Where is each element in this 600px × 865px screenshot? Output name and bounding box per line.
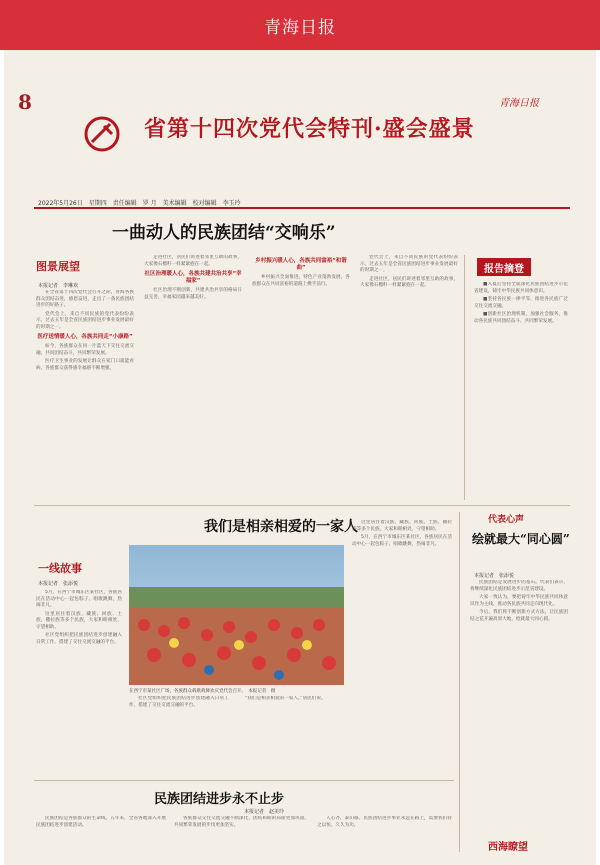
article3-para: 人心齐，泰山移。民族团结进步事业永远在路上，需要我们持之以恒、久久为功。: [317, 816, 452, 828]
article1-col1: [36, 290, 134, 500]
report-box-para: ■入夏后坚持全面深化民族团结进步示范省建设，铸牢中华民族共同体意识。: [474, 282, 568, 294]
section-divider: [34, 505, 570, 506]
article1-col4: [360, 255, 458, 495]
side-article-body: [470, 580, 568, 830]
article2-byline: 本报记者 张添悦: [38, 581, 79, 587]
side-article-para: 大家一致认为，要把铸牢中华民族共同体意识作为主线，推动各民族共同走向现代化。: [470, 595, 568, 607]
masthead: [34, 98, 574, 172]
article1-headline[interactable]: 一曲动人的民族团结“交响乐”: [112, 223, 336, 243]
article1-para: 党代会上，来自不同民族的党代表纷纷表示，过去五年是全省民族团结进步事业发展最好的时期之一。: [360, 255, 458, 273]
app-title: 青海日报: [264, 17, 336, 38]
article3-para: 民族团结是各族群众的生命线。五年来，全省各地深入开展民族团结进步创建活动。: [36, 816, 166, 828]
column-divider: [464, 255, 465, 500]
column-divider: [459, 512, 460, 852]
article1-subhead: 社区治理暖人心，各族共建共治共享“幸福家”: [144, 271, 242, 284]
article1-para: 乡村振兴全面推进，特色产业蓬勃发展，各族群众在共同富裕的道路上携手前行。: [252, 275, 350, 287]
party-emblem-icon: [82, 114, 122, 154]
page-number: 8: [18, 90, 32, 114]
article2-headline[interactable]: 我们是相亲相爱的一家人: [204, 519, 358, 535]
section-divider: [34, 780, 454, 781]
article2-col1: [36, 590, 122, 780]
article3-col2: [174, 816, 309, 861]
article1-section-tag: 图景展望: [36, 260, 80, 273]
article2-para: 这里居住着汉族、藏族、回族、土族、撒拉族等多个民族，大家和睦相处，守望相助。: [36, 611, 122, 630]
app-title-bar: [0, 0, 600, 50]
article3-para: 各族群众交往交流交融不断深化，团结和睦的局面更加巩固，共同繁荣发展的步伐更加坚实。: [174, 816, 309, 828]
article1-subhead: 乡村振兴暖人心，各族共同富裕“和谐曲”: [255, 258, 347, 271]
side-article-para: 民族团结是发展进步的基石。代表们表示，将继续深化民族团结进步示范省建设。: [470, 580, 568, 592]
report-box-tag: 报告摘登: [477, 258, 531, 276]
article1-para: 社区治理不断创新，共建共治共享的格局日益完善，幸福家园越来越美好。: [144, 288, 242, 300]
article1-para: 如今，各族群众在同一片蓝天下交往交流交融，共同团结奋斗，共同繁荣发展。: [36, 344, 134, 356]
article1-para: 走进社区，居民们讲述着邻里互助的故事，大家像石榴籽一样紧紧抱在一起。: [144, 255, 242, 267]
report-box-body: [474, 282, 568, 492]
article2-section-tag: 一线故事: [38, 562, 82, 575]
top-rule: [34, 207, 570, 209]
article1-para: 党代会上，来自不同民族的党代表纷纷表示，过去五年是全省民族团结进步事业发展最好的时期之一。: [36, 311, 134, 330]
article2-para: 社区党组织把民族团结进步创建融入日常工作，搭建了交往交流交融的平台。: [129, 696, 229, 708]
article1-para: 走进社区，居民们讲述着邻里互助的故事，大家像石榴籽一样紧紧抱在一起。: [360, 276, 458, 288]
article1-col3: [252, 255, 350, 495]
article1-para: 在全省第十四次党代会召开之际，青海各族群众团结奋进，感恩奋进，走出了一条民族团结进步的好路子。: [36, 290, 134, 308]
article3-col3: [317, 816, 452, 861]
article2-para: “我们是相亲相爱的一家人。”居民们说。: [245, 696, 326, 701]
article1-col2: [144, 255, 242, 495]
article2-para: 社区党组织把民族团结进步创建融入日常工作，搭建了交往交流交融的平台。: [36, 633, 122, 645]
photo-caption: 在西宁市某社区广场，各族群众载歌载舞欢庆党代会召开。 本报记者 摄: [129, 689, 276, 694]
festival-photo[interactable]: [129, 545, 344, 685]
corner-section-tag: 西海瞭望: [488, 842, 528, 853]
article2-para: 这里居住着汉族、藏族、回族、土族、撒拉族等多个民族，大家和睦相处，守望相助。: [352, 520, 452, 532]
festival-photo-image: [129, 545, 344, 685]
article3-headline[interactable]: 民族团结进步永不止步: [154, 792, 285, 807]
article2-col2: [129, 696, 229, 776]
article2-col4: [352, 520, 452, 775]
article1-byline: 本报记者 李琳欢: [38, 283, 79, 289]
article2-para: 5月，在西宁市城东区某社区，各族居民在活动中心一起包粽子、唱歌跳舞，热闹非凡。: [352, 535, 452, 547]
masthead-title: 省第十四次党代会特刊·盛会盛景: [144, 116, 475, 142]
masthead-handwriting: 青海日报: [499, 98, 539, 109]
article3-col1: [36, 816, 166, 861]
article1-subhead: 医疗送情暖人心，各族共同走“小康路”: [37, 334, 133, 340]
article1-para: 医疗卫生事业的发展让群众在家门口就能看病，各族群众获得感幸福感不断增强。: [36, 359, 134, 371]
side-article-byline: 本报记者 张添悦: [474, 573, 515, 579]
side-article-headline[interactable]: 绘就最大“同心圆”: [472, 532, 570, 546]
report-box-para: ■坚持各民族一律平等，推进各民族广泛交往交流交融。: [474, 297, 568, 309]
side-article-para: 今后，我们将不断创新方式方法，让民族团结之花开遍高原大地，绘就最大同心圆。: [470, 610, 568, 622]
report-box-para: ■创新社区治理机制，加强社会服务，推动各民族共同团结奋斗、共同繁荣发展。: [474, 312, 568, 324]
article2-col3: [236, 696, 344, 776]
article3-byline: 本报记者 赵美玲: [244, 809, 285, 815]
article2-para: 5月，在西宁市城东区某社区，各族居民在活动中心一起包粽子、唱歌跳舞，热闹非凡。: [36, 590, 122, 608]
newspaper-page[interactable]: [4, 50, 596, 865]
side-article-section-tag: 代表心声: [488, 515, 525, 525]
dateline: 2022年5月26日 星期四 责任编辑 罗 月 美术编辑 校对编辑 李玉玲: [38, 200, 241, 207]
